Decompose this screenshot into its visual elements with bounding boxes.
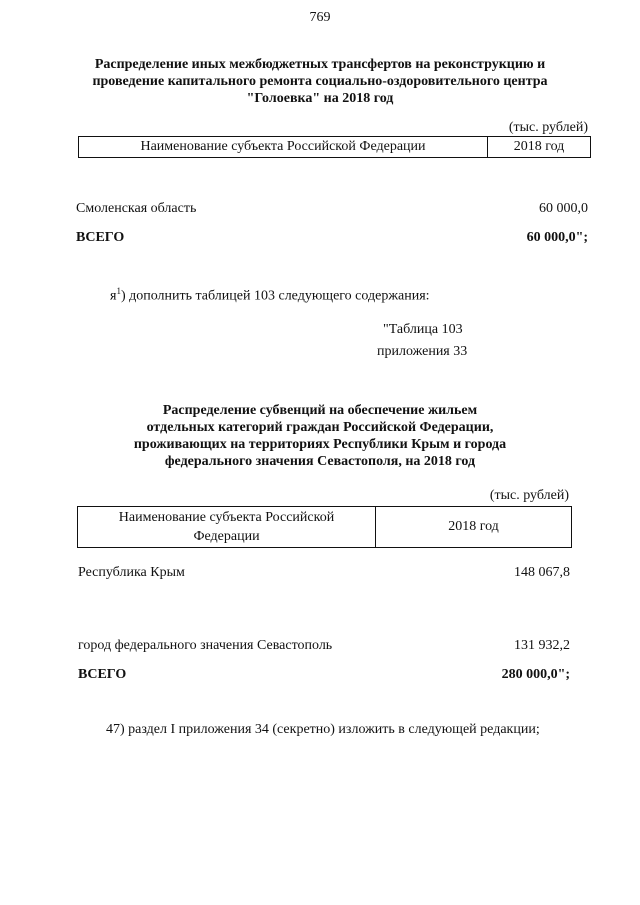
section2-title xyxy=(40,402,600,470)
amendment-prefix: я xyxy=(110,288,117,304)
section1-total-label: ВСЕГО xyxy=(76,230,125,245)
section1-col-year: 2018 год xyxy=(488,137,591,158)
section2-title-line: проживающих на территориях Республики Крым и города xyxy=(133,437,507,452)
section2-title-line: Распределение субвенций на обеспечение жильем xyxy=(162,403,478,418)
table-ref-line2: приложения 33 xyxy=(377,344,468,359)
section1-title xyxy=(40,56,600,107)
amendment-paragraph xyxy=(110,286,430,305)
section2-col-year: 2018 год xyxy=(376,507,572,548)
section2-row-value: 148 067,8 xyxy=(514,565,570,580)
section1-row-label: Смоленская область xyxy=(76,201,197,216)
section1-row-value: 60 000,0 xyxy=(539,201,588,216)
section2-title-line: федерального значения Севастополя, на 2018 год xyxy=(164,454,476,469)
section2-header-table xyxy=(77,506,572,548)
section2-col-region-line: Наименование субъекта Российской xyxy=(118,510,335,525)
amendment-footnote-mark: 1 xyxy=(116,286,121,296)
section2-row-value: 131 932,2 xyxy=(514,638,570,653)
section1-title-line: проведение капитального ремонта социально-оздоровительного центра xyxy=(92,74,548,89)
section2-title-line: отдельных категорий граждан Российской Федерации, xyxy=(146,420,494,435)
section2-total-label: ВСЕГО xyxy=(78,667,127,682)
section1-total-value: 60 000,0"; xyxy=(526,230,588,245)
section1-col-region: Наименование субъекта Российской Федерации xyxy=(79,137,488,158)
section1-units: (тыс. рублей) xyxy=(508,120,588,135)
section1-title-line: "Голоевка" на 2018 год xyxy=(246,91,394,106)
section2-total-value: 280 000,0"; xyxy=(501,667,570,682)
section2-row-label: город федерального значения Севастополь xyxy=(78,638,333,653)
section2-col-region xyxy=(78,507,376,548)
section1-header-table xyxy=(78,136,591,158)
section2-row-label: Республика Крым xyxy=(78,565,185,580)
final-paragraph: 47) раздел I приложения 34 (секретно) изложить в следующей редакции; xyxy=(106,722,540,737)
section1-title-line: Распределение иных межбюджетных трансфертов на реконструкцию и xyxy=(94,57,546,72)
section2-units: (тыс. рублей) xyxy=(489,488,569,503)
page-number: 769 xyxy=(309,10,331,25)
table-ref-line1: "Таблица 103 xyxy=(383,322,463,337)
section2-col-region-line: Федерации xyxy=(193,529,260,544)
amendment-text: ) дополнить таблицей 103 следующего содержания: xyxy=(120,288,430,304)
